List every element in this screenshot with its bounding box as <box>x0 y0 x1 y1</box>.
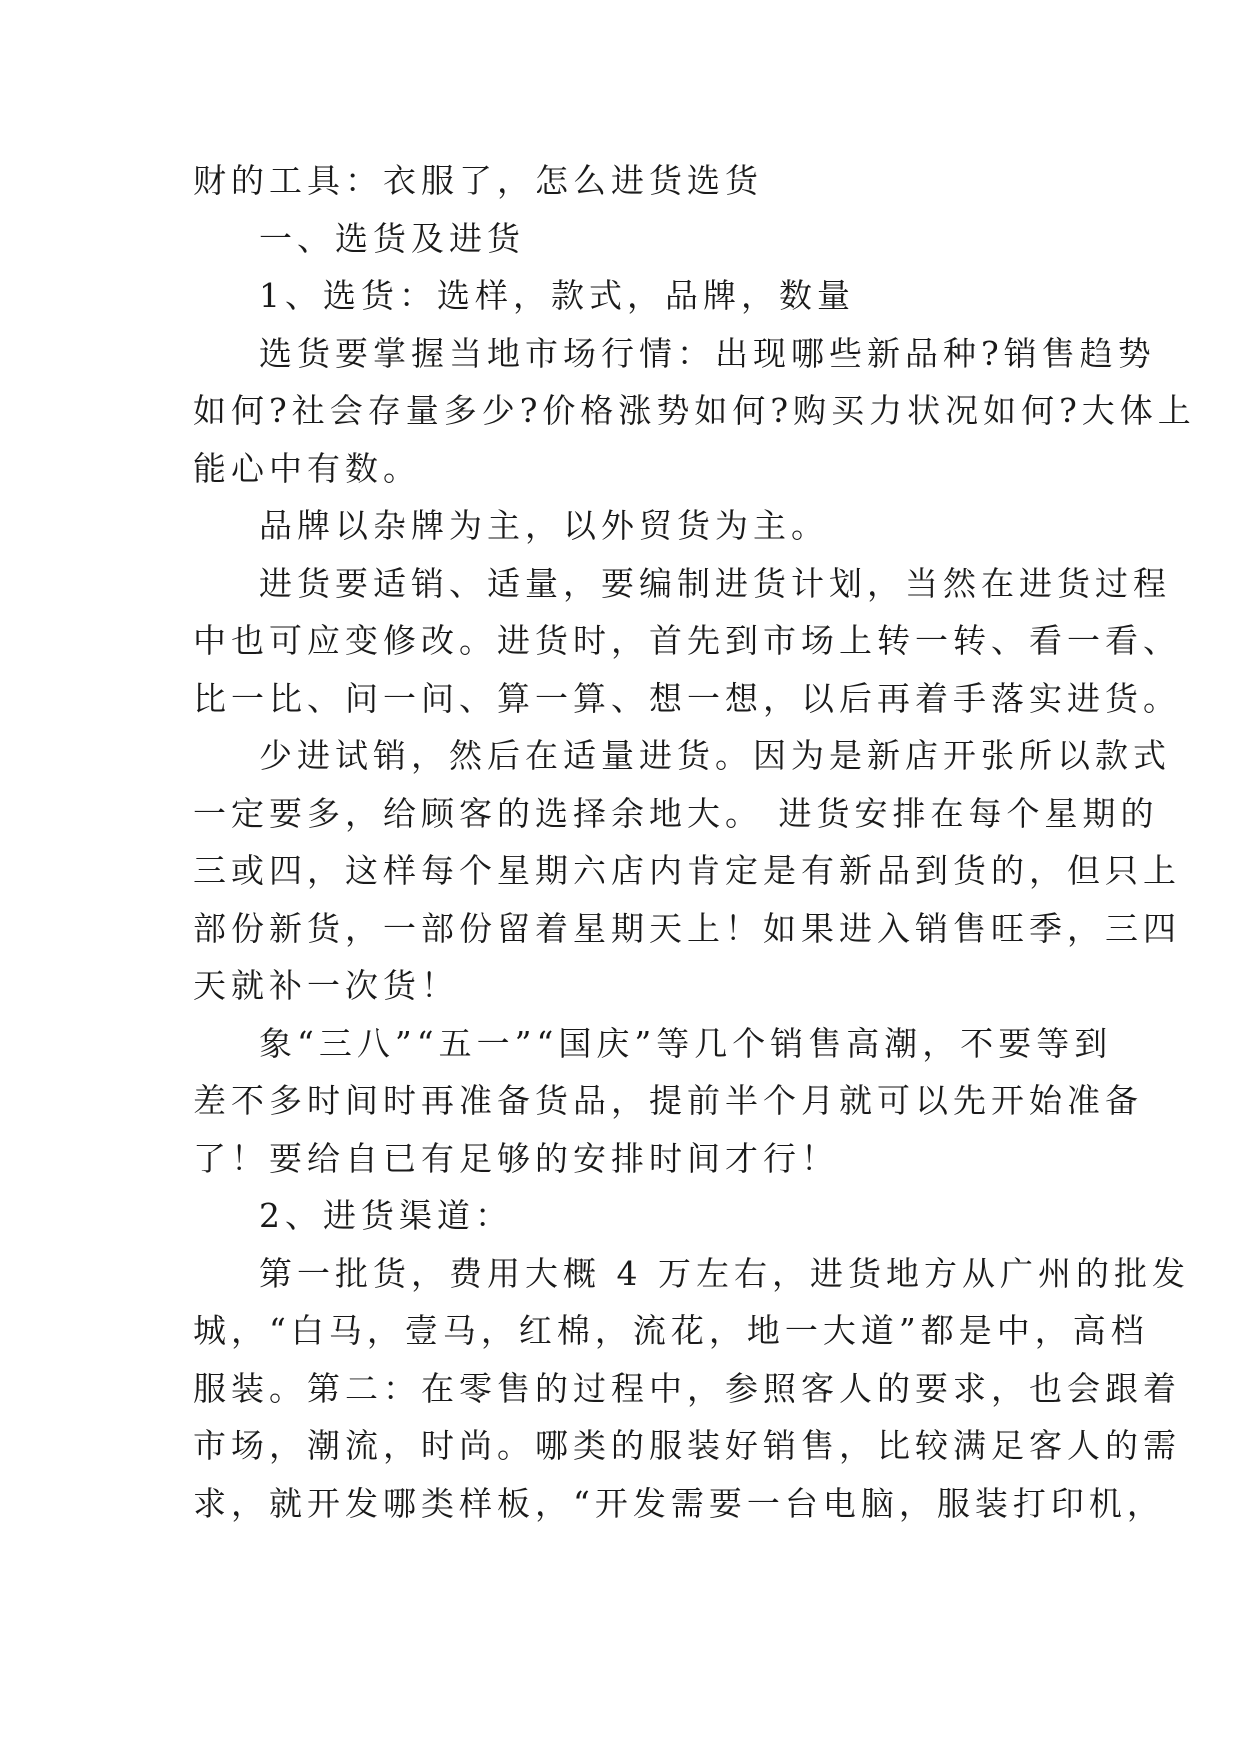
text-line: 天就补一次货！ <box>193 966 459 1005</box>
text-line: 求，就开发哪类样板，“开发需要一台电脑，服装打印机， <box>193 1483 1165 1523</box>
text-line: 中也可应变修改。进货时，首先到市场上转一转、看一看、 <box>193 621 1181 660</box>
text-line: 1、选货：选样，款式，品牌，数量 <box>259 276 855 315</box>
text-line: 差不多时间时再准备货品，提前半个月就可以先开始准备 <box>193 1081 1143 1120</box>
text-line: 象“三八”“五一”“国庆”等几个销售高潮，不要等到 <box>259 1023 1113 1063</box>
text-line: 品牌以杂牌为主，以外贸货为主。 <box>259 506 829 545</box>
text-line: 城，“白马，壹马，红棉，流花，地一大道”都是中，高档 <box>193 1311 1149 1350</box>
text-line: 部份新货，一部份留着星期天上！如果进入销售旺季，三四 <box>193 908 1181 948</box>
text-line: 选货要掌握当地市场行情：出现哪些新品种?销售趋势 <box>259 333 1156 373</box>
text-line: 一、选货及进货 <box>259 218 525 258</box>
text-line: 进货要适销、适量，要编制进货计划，当然在进货过程 <box>259 563 1171 603</box>
document-body <box>193 152 1196 1532</box>
text-line: 少进试销，然后在适量进货。因为是新店开张所以款式 <box>259 736 1171 775</box>
text-line: 三或四，这样每个星期六店内肯定是有新品到货的，但只上 <box>193 851 1181 890</box>
text-line: 一定要多，给顾客的选择余地大。 进货安排在每个星期的 <box>193 793 1159 833</box>
text-line: 第一批货，费用大概 4 万左右，进货地方从广州的批发 <box>259 1253 1190 1293</box>
text-line: 能心中有数。 <box>193 448 421 488</box>
text-line: 如何?社会存量多少?价格涨势如何?购买力状况如何?大体上 <box>193 391 1196 430</box>
text-line: 2、进货渠道： <box>259 1196 513 1235</box>
text-line: 财的工具：衣服了，怎么进货选货 <box>193 161 763 200</box>
text-line: 市场，潮流，时尚。哪类的服装好销售，比较满足客人的需 <box>193 1426 1181 1465</box>
text-line: 服装。第二：在零售的过程中，参照客人的要求，也会跟着 <box>193 1368 1181 1408</box>
text-line: 了！要给自已有足够的安排时间才行！ <box>193 1138 839 1178</box>
text-line: 比一比、问一问、算一算、想一想，以后再着手落实进货。 <box>193 678 1181 718</box>
